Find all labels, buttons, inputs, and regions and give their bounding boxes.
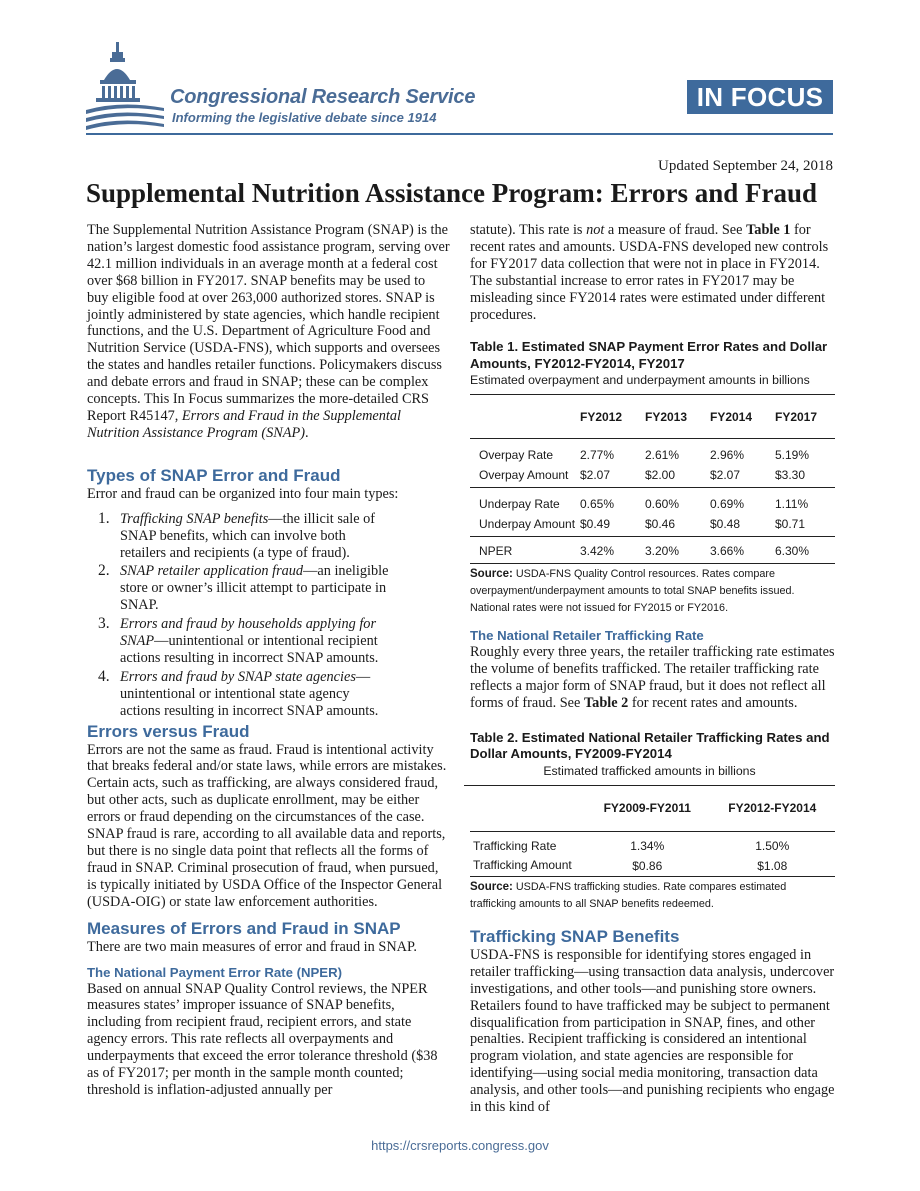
page-title: Supplemental Nutrition Assistance Program: Errors and Fraud xyxy=(86,178,818,208)
table1 xyxy=(470,395,835,564)
table1-source: Source: USDA-FNS Quality Control resources. Rates compare overpayment/underpayment amounts to total SNAP benefits issued. National rates were not issued for FY2015 or FY2016. xyxy=(470,568,795,615)
table1-caption: Table 1. Estimated SNAP Payment Error Rates and Dollar Amounts, FY2012-FY2014, FY2017 xyxy=(470,339,828,371)
table1-block xyxy=(470,339,835,617)
measures-body: There are two main measures of error and fraud in SNAP. xyxy=(87,938,417,955)
in-focus-badge: IN FOCUS xyxy=(687,80,833,114)
table2-block xyxy=(470,730,835,913)
table2 xyxy=(470,786,835,877)
footer-url[interactable]: https://crsreports.congress.gov xyxy=(371,1138,549,1153)
types-list xyxy=(87,511,450,720)
report-title: Errors and Fraud in the Supplemental Nutrition Assistance Program (SNAP) xyxy=(87,407,401,441)
capitol-dome-logo xyxy=(86,40,166,130)
retailer-rate-heading: The National Retailer Trafficking Rate xyxy=(470,628,704,644)
types-lead: Error and fraud can be organized into four main types: xyxy=(87,485,399,502)
measures-heading: Measures of Errors and Fraud in SNAP xyxy=(87,918,401,938)
trafficking-heading: Trafficking SNAP Benefits xyxy=(470,926,680,946)
types-heading: Types of SNAP Error and Fraud xyxy=(87,465,341,485)
table-row: Overpay Amount $2.07 $2.00 $2.07 $3.30 xyxy=(470,465,835,488)
org-tagline: Informing the legislative debate since 1914 xyxy=(172,110,437,125)
nper-body: Based on annual SNAP Quality Control reviews, the NPER measures states’ improper issuance of SNAP benefits, including from recipient fraud, recipient errors, and state agency errors. This rate reflects all overpayments and underpayments that exceed the error tolerance threshold ($38 as of FY2017; per month in the sample month counted; threshold is inflation-adjusted annually per xyxy=(87,980,438,1098)
list-item: 1. Trafficking SNAP benefits—the illicit sale of SNAP benefits, which can involve both retailers and recipients (a type of fraud). xyxy=(98,509,376,561)
list-item: 4. Errors and fraud by SNAP state agencies—unintentional or intentional state agency actions resulting in incorrect SNAP amounts. xyxy=(98,667,379,719)
table-row: NPER 3.42% 3.20% 3.66% 6.30% xyxy=(470,537,835,564)
retailer-rate-body: Roughly every three years, the retailer trafficking rate estimates the volume of benefits trafficked. The retailer trafficking rate reflects a major form of SNAP fraud, but it does not reflect all forms of fraud. See Table 2 for recent rates and amounts. xyxy=(470,644,835,712)
table2-caption: Table 2. Estimated National Retailer Trafficking Rates and Dollar Amounts, FY2009-FY2014 xyxy=(470,729,830,762)
nper-heading: The National Payment Error Rate (NPER) xyxy=(87,964,343,980)
intro-paragraph: The Supplemental Nutrition Assistance Program (SNAP) is the nation’s largest domestic food assistance program, serving over 42.1 million individuals in an average month at a federal cost over $68 billion in FY2017. SNAP benefits may be used to buy eligible food at over 263,000 authorized stores. SNAP is jointly administered by state agencies, which handle recipient functions, and the U.S. Department of Agriculture Food and Nutrition Service (USDA-FNS), which supports and oversees the states and handles retailer functions. Policymakers discuss and debate errors and fraud in SNAP; these can be complex concepts. This In Focus summarizes the more-detailed CRS Report R45147, Errors and Fraud in the Supplemental Nutrition Assistance Program (SNAP). xyxy=(87,222,450,441)
org-name: Congressional Research Service xyxy=(170,86,476,108)
table2-source: Source: USDA-FNS trafficking studies. Rate compares estimated trafficking amounts to all SNAP benefits redeemed. xyxy=(470,880,787,910)
trafficking-body: USDA-FNS is responsible for identifying stores engaged in retailer trafficking—using transaction data analysis, undercover investigations, and other tools—and punishing store owners. Retailers found to have trafficked may be subject to permanent disqualification from participation in SNAP, fines, and other penalties. Recipient trafficking is considered an intentional program violation, and state agencies are responsible for identifying—using social media monitoring, transaction data analysis, and other tools—and punishing recipients who engage in this kind of xyxy=(470,946,835,1116)
table-row: Trafficking Amount $0.86 $1.08 xyxy=(470,856,835,877)
right-column xyxy=(470,222,835,1116)
nper-body-continued: statute). This rate is not a measure of fraud. See Table 1 for recent rates and amounts. USDA-FNS developed new controls for FY2017 data collection that were not in place in FY2014. The substantial increase to error rates in FY2017 may be misleading since FY2014 rates were estimated under different procedures. xyxy=(470,222,829,323)
table2-subcaption: Estimated trafficked amounts in billions xyxy=(464,763,835,786)
list-item: 3. Errors and fraud by households applying for SNAP—unintentional or intentional recipient actions resulting in incorrect SNAP amounts. xyxy=(98,615,379,666)
table1-subcaption: Estimated overpayment and underpayment amounts in billions xyxy=(470,372,835,395)
table-row: Overpay Rate 2.77% 2.61% 2.96% 5.19% xyxy=(479,448,810,463)
updated-date: Updated September 24, 2018 xyxy=(658,158,833,174)
header-rule xyxy=(86,133,833,135)
list-item: 2. SNAP retailer application fraud—an ineligible store or owner’s illicit attempt to participate in SNAP. xyxy=(98,562,389,614)
left-column xyxy=(87,222,450,1099)
table-header-row: FY2012 FY2013 FY2014 FY2017 xyxy=(470,395,835,438)
table-row: Underpay Rate 0.65% 0.60% 0.69% 1.11% xyxy=(479,497,809,512)
table-header-row: FY2009-FY2011 FY2012-FY2014 xyxy=(470,786,835,831)
errors-vs-fraud-heading: Errors versus Fraud xyxy=(87,721,250,741)
errors-vs-fraud-body: Errors are not the same as fraud. Fraud is intentional activity that breaks federal and/or state laws, while errors are mistakes. Certain acts, such as trafficking, are always considered fraud, but other acts, such as duplicate enrollment, may be either errors or fraud depending on the circumstances of the case. SNAP fraud is rare, according to all available data and reports, but there is no single data point that reflects all the forms of fraud in SNAP. Criminal prosecution of fraud, when pursued, is typically initiated by USDA Office of the Inspector General (USDA-OIG) or state law enforcement authorities. xyxy=(87,741,447,910)
table-row: Trafficking Rate 1.34% 1.50% xyxy=(473,838,790,853)
table-row: Underpay Amount $0.49 $0.46 $0.48 $0.71 xyxy=(470,514,835,537)
